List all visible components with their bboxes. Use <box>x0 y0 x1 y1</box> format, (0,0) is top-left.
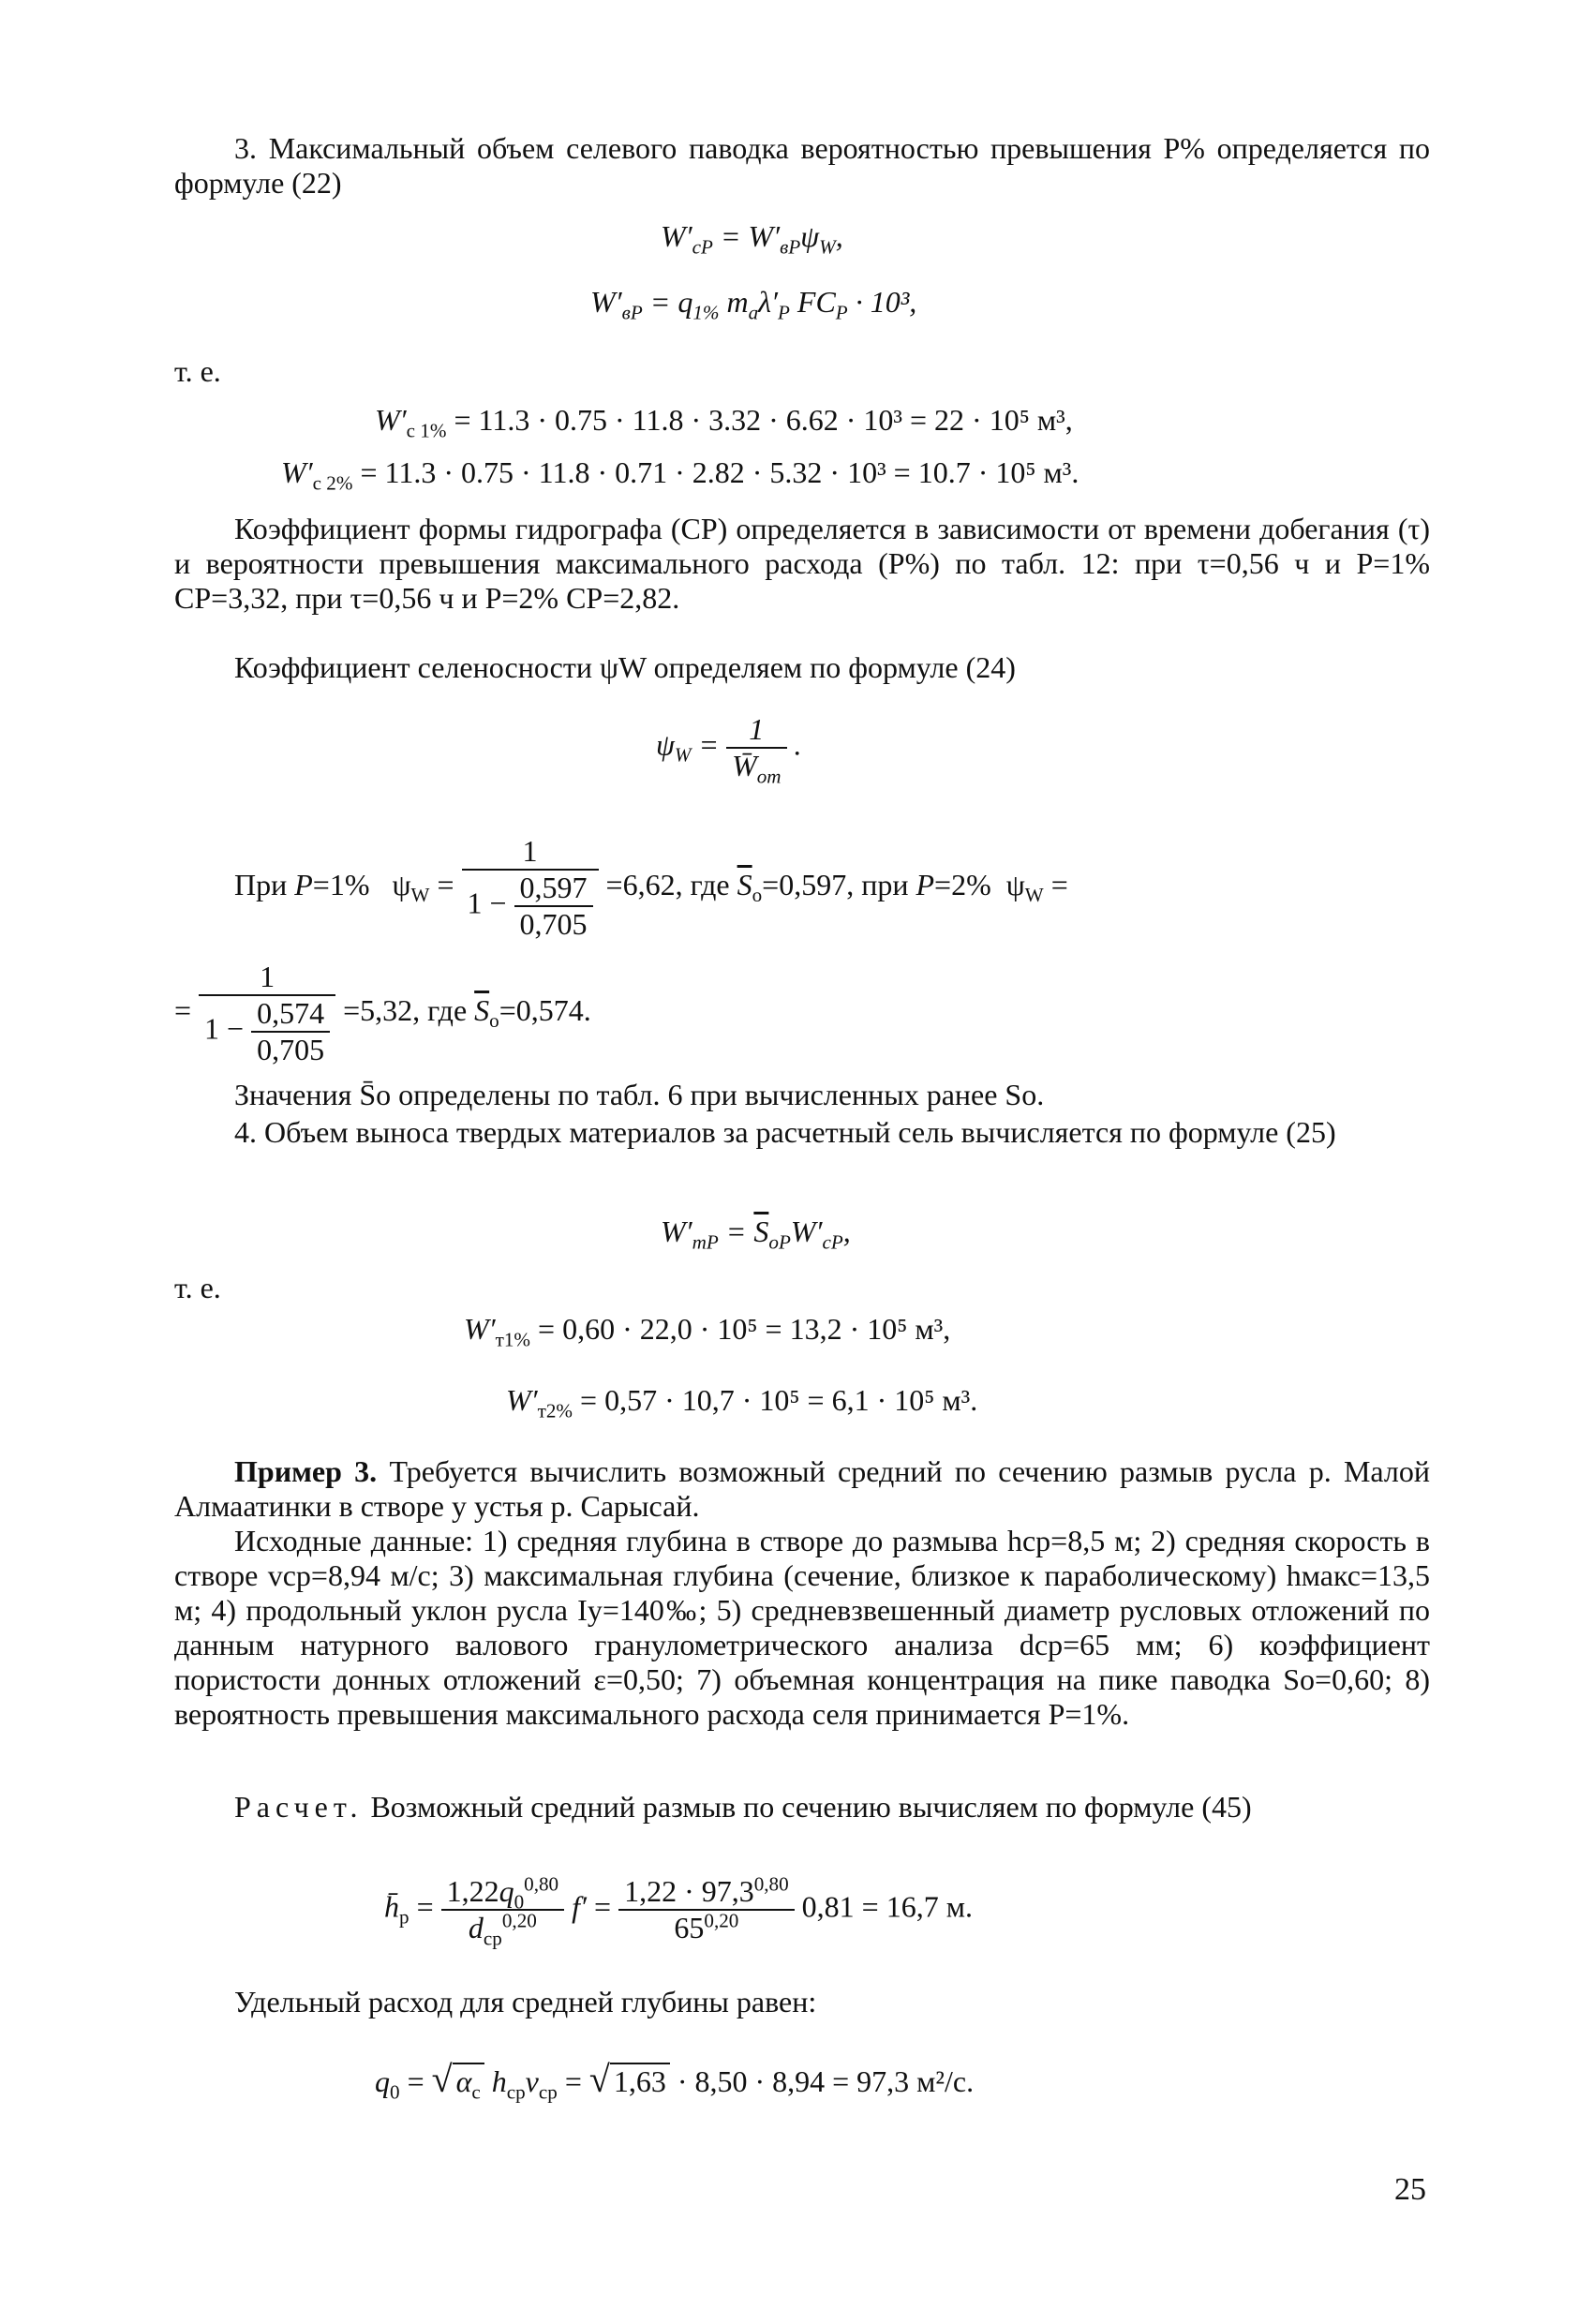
formula-45: $h̄_р$ = $\frac{1,22q_0^{0,80}}{d_{ср}^{0,20}}$ f′ = $\frac{1,22 \cdot 97,3^{0,80}}{65^{0,20}}$ 0,81 = 16,7 м. <box>384 1872 973 1950</box>
paragraph-calculation <box>174 1790 1430 1825</box>
calculation-label: Расчет. <box>234 1790 364 1824</box>
paragraph-text: Коэффициент селеносности ψW определяем по формуле (24) <box>234 650 1016 684</box>
paragraph-so-values <box>174 1078 1430 1112</box>
paragraph-text: 3. Максимальный объем селевого паводка вероятностью превышения P% определяется по формуле (22) <box>174 131 1430 200</box>
formula-24: $\psi_W$ = $\frac{1}{W̄_{от}}$ . <box>656 712 802 788</box>
paragraph-text: Удельный расход для средней глубины равен: <box>234 1985 817 2019</box>
formula-q0: $q_0$ = √ $\alpha_c$ $h_{ср}v_{ср}$ = √ 1,63 · 8,50 · 8,94 = 97,3 м²/с. <box>375 2058 975 2104</box>
paragraph-text: Коэффициент формы гидрографа (CP) определяется в зависимости от времени добегания (τ) и вероятности превышения максимального расхода (P%) по табл. 12: при τ=0,56 ч и P=1% CP=3,32, при τ=0,56 ч и P=2% CP=2,82. <box>174 512 1430 615</box>
paragraph-solid-volume <box>174 1115 1430 1150</box>
example-label: Пример 3. <box>234 1454 378 1488</box>
calc-volume-2pct: $W'_{c 2\%} = 11.3 \cdot 0.75 \cdot 11.8 \cdot 0.71 \cdot 2.82 \cdot 5.32 \cdot 10^3 = 10.7 \cdot 10^5$ м³. <box>281 455 1079 495</box>
paragraph-max-volume <box>174 131 1430 201</box>
paragraph-specific-discharge <box>174 1985 1430 2019</box>
paragraph-example-3 <box>174 1454 1430 1524</box>
paragraph-hydrograph-coef <box>174 512 1430 616</box>
calc-psi-1pct: При P=1% $\psi_W$ = 1 1 − $\frac{0,597}{0,705}$ =6,62, где $\overline{S}_o=0,597$, при P=2% $\psi_W$ = <box>234 834 1068 941</box>
te-label: т. е. <box>174 354 221 388</box>
calc-solid-1pct: $W'_{т1\%} = 0,60 \cdot 22,0 \cdot 10^5 = 13,2 \cdot 10^5$ м³, <box>464 1312 951 1351</box>
calc-psi-2pct: = 1 1 − $\frac{0,574}{0,705}$ =5,32, где $\overline{S}_o=0,574$. <box>174 960 591 1066</box>
paragraph-text: 4. Объем выноса твердых материалов за расчетный сель вычисляется по формуле (25) <box>234 1115 1336 1149</box>
formula-25: $W'_{тP} = \overline{S}_{oP}W'_{cP}$, <box>661 1214 851 1254</box>
example-text: Требуется вычислить возможный средний по сечению размыв русла р. Малой Алмаатинки в створе у устья р. Сарысай. <box>174 1454 1431 1523</box>
formula-22a: $W'_{cP} = W'_{вP}\psi_W$, <box>661 219 843 259</box>
paragraph-input-data <box>174 1524 1430 1732</box>
calculation-text: Возможный средний размыв по сечению вычисляем по формуле (45) <box>370 1790 1252 1824</box>
calc-solid-2pct: $W'_{т2\%} = 0,57 \cdot 10,7 \cdot 10^5 = 6,1 \cdot 10^5$ м³. <box>506 1383 978 1423</box>
calc-volume-1pct: $W'_{c 1\%} = 11.3 \cdot 0.75 \cdot 11.8 \cdot 3.32 \cdot 6.62 \cdot 10^3 = 22 \cdot 10^5$ м³, <box>375 403 1073 442</box>
page-number: 25 <box>1394 2172 1426 2207</box>
paragraph-mudflow-coef <box>174 650 1430 685</box>
formula-22b: $W'_{вP} = q_{1\%}$ $m_а\lambda'_P$ $FC_P \cdot 10^3$, <box>590 285 917 324</box>
paragraph-text: Значения S̄o определены по табл. 6 при вычисленных ранее So. <box>234 1078 1045 1111</box>
te-label-2: т. е. <box>174 1271 221 1304</box>
paragraph-text: Исходные данные: 1) средняя глубина в створе до размыва hср=8,5 м; 2) средняя скорость в створе vср=8,94 м/с; 3) максимальная глубина (сечение, близкое к параболическому) hмакс=13,5 м; 4) продольный уклон русла Iy=140‰; 5) средневзвешенный диаметр русловых отложений по данным натурного валового гранулометрического анализа dср=65 мм; 6) коэффициент пористости донных отложений ε=0,50; 7) объемная концентрация на пике паводка So=0,60; 8) вероятность превышения максимального расхода селя принимается P=1%. <box>174 1524 1430 1731</box>
